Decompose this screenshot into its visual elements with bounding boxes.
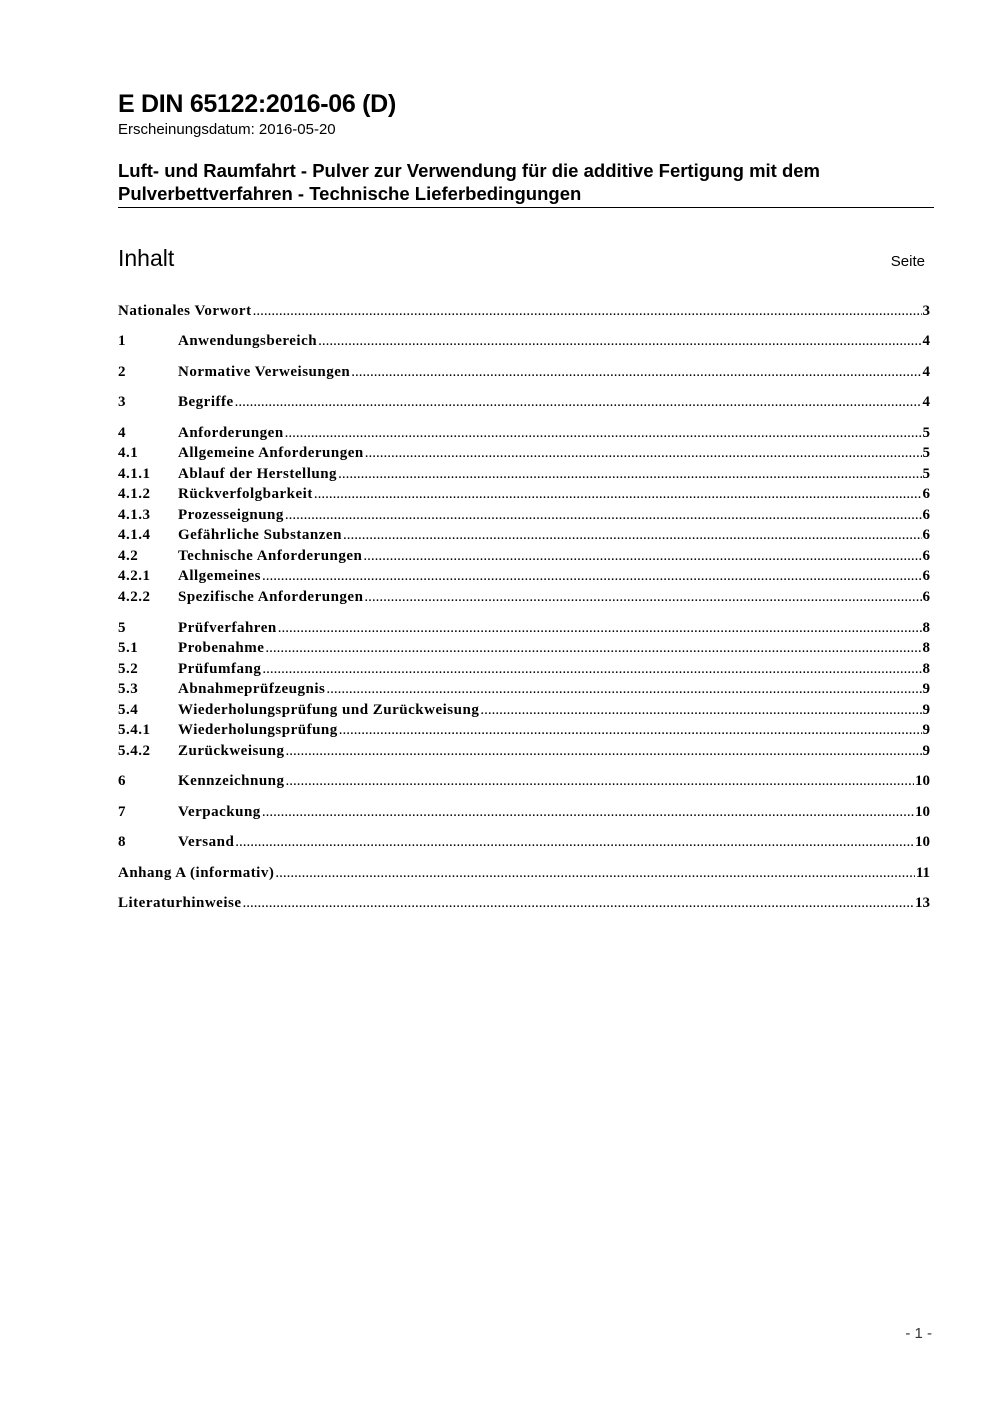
toc-entry-page: 3 [922,303,930,319]
toc-entry-number: 4.2 [118,548,139,564]
toc-entry-number: 4.1.3 [118,507,151,523]
toc-entry-page: 9 [922,722,930,738]
toc-entry-title: Kennzeichnung [178,773,285,789]
toc-leader [253,303,922,320]
toc-entry-page: 10 [915,773,930,789]
toc-entry-page: 6 [922,527,930,543]
toc-entry-title: Technische Anforderungen [178,548,363,564]
toc-entry-8[interactable] [118,834,930,854]
toc-leader [235,394,922,411]
toc-entry-4-1-3[interactable] [118,507,930,527]
toc-entry-title: Anwendungsbereich [178,333,318,349]
toc-entry-5-4-2[interactable] [118,743,930,763]
document-title: E DIN 65122:2016-06 (D) [118,90,396,118]
toc-entry-title: Normative Verweisungen [178,364,351,380]
toc-entry-title: Prüfverfahren [178,620,277,636]
toc-entry-number: 4.2.2 [118,589,151,605]
toc-leader [275,865,914,882]
toc-entry-number: 4.1 [118,445,139,461]
toc-entry-title: Abnahmeprüfzeugnis [178,681,326,697]
toc-entry-5-1[interactable] [118,640,930,660]
toc-leader [286,773,914,790]
toc-entry-page: 6 [922,507,930,523]
toc-entry-4-1-1[interactable] [118,466,930,486]
toc-entry-4-2-2[interactable] [118,589,930,609]
toc-entry-page: 5 [922,425,930,441]
toc-leader [262,804,914,821]
toc-leader [339,722,922,739]
toc-entry-title: Zurückweisung [178,743,285,759]
toc-entry-5-4[interactable] [118,702,930,722]
toc-entry-5[interactable] [118,620,930,640]
toc-entry-title: Prozesseignung [178,507,284,523]
toc-entry-number: 8 [118,834,126,850]
document-subtitle: Luft- und Raumfahrt - Pulver zur Verwendung für die additive Fertigung mit dem Pulverbettverfahren - Technische Lieferbedingungen [118,159,934,208]
toc-leader [242,895,914,912]
toc-entry-title: Allgemeine Anforderungen [178,445,364,461]
toc-entry-literaturhinweise[interactable] [118,895,930,915]
toc-entry-title: Verpackung [178,804,261,820]
toc-leader [235,834,914,851]
toc-leader [278,620,922,637]
toc-leader [262,568,922,585]
toc-entry-number: 4.1.4 [118,527,151,543]
toc-entry-3[interactable] [118,394,930,414]
toc-leader [338,466,921,483]
toc-entry-title: Literaturhinweise [118,895,242,911]
toc-entry-5-3[interactable] [118,681,930,701]
toc-entry-page: 4 [922,394,930,410]
toc-entry-anhang-a[interactable] [118,865,930,885]
toc-entry-number: 6 [118,773,126,789]
toc-leader [314,486,922,503]
toc-leader [343,527,922,544]
toc-leader [365,445,922,462]
toc-entry-page: 11 [915,865,930,881]
toc-entry-4-1-4[interactable] [118,527,930,547]
toc-entry-page: 13 [915,895,930,911]
toc-entry-number: 2 [118,364,126,380]
toc-entry-page: 4 [922,364,930,380]
toc-entry-title: Begriffe [178,394,234,410]
toc-entry-number: 4.1.2 [118,486,151,502]
toc-entry-number: 7 [118,804,126,820]
toc-entry-title: Anhang A (informativ) [118,865,275,881]
toc-entry-number: 5.2 [118,661,139,677]
toc-entry-1[interactable] [118,333,930,353]
toc-entry-page: 8 [922,640,930,656]
toc-entry-page: 9 [922,681,930,697]
toc-leader [285,507,922,524]
toc-entry-page: 9 [922,743,930,759]
toc-entry-page: 6 [922,568,930,584]
toc-entry-number: 5.4 [118,702,139,718]
toc-entry-page: 5 [922,445,930,461]
toc-entry-title: Wiederholungsprüfung [178,722,338,738]
toc-entry-6[interactable] [118,773,930,793]
toc-entry-5-4-1[interactable] [118,722,930,742]
toc-entry-4-2-1[interactable] [118,568,930,588]
page-number: - 1 - [905,1325,932,1342]
toc-entry-page: 5 [922,466,930,482]
toc-leader [318,333,921,350]
toc-entry-page: 6 [922,548,930,564]
toc-entry-title: Versand [178,834,235,850]
toc-entry-4-1[interactable] [118,445,930,465]
toc-entry-page: 6 [922,589,930,605]
toc-leader [262,661,921,678]
toc-entry-title: Gefährliche Substanzen [178,527,342,543]
toc-entry-number: 5 [118,620,126,636]
toc-entry-5-2[interactable] [118,661,930,681]
toc-entry-nationales-vorwort[interactable] [118,303,930,323]
toc-entry-page: 10 [915,804,930,820]
toc-entry-number: 5.4.2 [118,743,151,759]
toc-entry-4-1-2[interactable] [118,486,930,506]
toc-entry-title: Wiederholungsprüfung und Zurückweisung [178,702,480,718]
toc-entry-number: 5.3 [118,681,139,697]
toc-entry-number: 4 [118,425,126,441]
toc-entry-number: 4.1.1 [118,466,151,482]
toc-leader [265,640,921,657]
toc-entry-title: Nationales Vorwort [118,303,252,319]
toc-entry-number: 5.1 [118,640,139,656]
toc-entry-title: Ablauf der Herstellung [178,466,338,482]
toc-heading: Inhalt [118,245,175,271]
toc-leader [363,548,921,565]
toc-leader [286,743,922,760]
toc-entry-title: Anforderungen [178,425,284,441]
toc-entry-title: Rückverfolgbarkeit [178,486,313,502]
toc-leader [285,425,922,442]
toc-leader [326,681,921,698]
toc-leader [364,589,921,606]
toc-entry-number: 5.4.1 [118,722,151,738]
toc-leader [480,702,921,719]
toc-entry-4[interactable] [118,425,930,445]
toc-entry-page: 4 [922,333,930,349]
toc-entry-title: Spezifische Anforderungen [178,589,364,605]
toc-entry-title: Prüfumfang [178,661,262,677]
toc-entry-2[interactable] [118,364,930,384]
toc-entry-page: 6 [922,486,930,502]
toc-entry-7[interactable] [118,804,930,824]
toc-entry-page: 8 [922,661,930,677]
toc-entry-4-2[interactable] [118,548,930,568]
toc-entry-number: 1 [118,333,126,349]
toc-entry-page: 10 [915,834,930,850]
toc-entry-page: 9 [922,702,930,718]
toc-entry-title: Allgemeines [178,568,261,584]
toc-entry-page: 8 [922,620,930,636]
toc-entry-number: 4.2.1 [118,568,151,584]
publication-date: Erscheinungsdatum: 2016-05-20 [118,121,336,138]
toc-page-label: Seite [890,253,925,270]
toc-entry-title: Probenahme [178,640,265,656]
toc-leader [351,364,921,381]
toc-entry-number: 3 [118,394,126,410]
